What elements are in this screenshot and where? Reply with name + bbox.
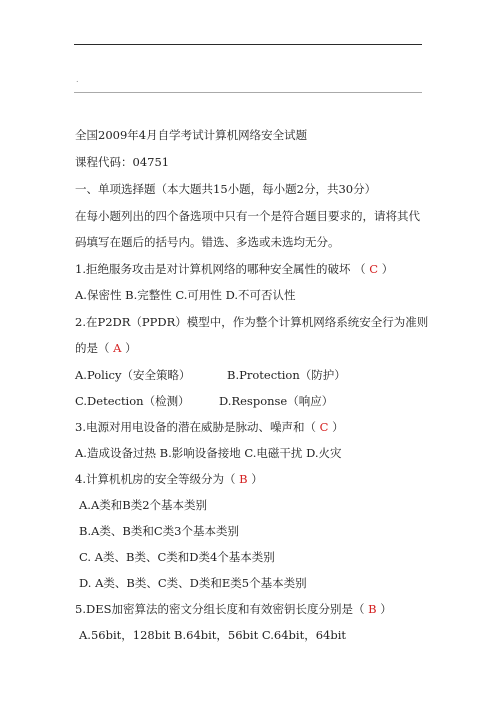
header-rule — [74, 44, 422, 45]
question-5-stem — [75, 602, 392, 616]
question-3-options: A.造成设备过热 B.影响设备接地 C.电磁干扰 D.火灾 — [75, 446, 342, 460]
question-close-paren: ） — [251, 472, 263, 486]
question-stem-text: 4.计算机机房的安全等级分为（ — [75, 472, 236, 486]
question-1-options: A.保密性 B.完整性 C.可用性 D.不可否认性 — [75, 288, 296, 302]
subheader-rule — [74, 92, 422, 93]
answer-mark: A — [113, 341, 122, 355]
section-heading: 一、单项选择题（本大题共15小题，每小题2分，共30分） — [75, 182, 377, 196]
question-4-stem — [75, 472, 263, 486]
question-stem-text: 5.DES加密算法的密文分组长度和有效密钥长度分别是（ — [75, 602, 365, 616]
option-d: D.Response（响应） — [219, 394, 334, 408]
instruction-line: 在每小题列出的四个备选项中只有一个是符合题目要求的，请将其代 — [75, 209, 420, 223]
question-5-options: A.56bit，128bit B.64bit，56bit C.64bit，64bit — [79, 628, 347, 642]
answer-mark: C — [369, 262, 379, 276]
option-b: B.Protection（防护） — [227, 368, 346, 382]
course-code: 课程代码：04751 — [75, 155, 170, 169]
answer-mark: B — [239, 472, 248, 486]
option-c: C. A类、B类、C类和D类4个基本类别 — [79, 550, 275, 564]
question-close-paren: ） — [332, 420, 344, 434]
question-stem-text: 1.拒绝服务攻击是对计算机网络的哪种安全属性的破坏 （ — [75, 262, 366, 276]
exam-title: 全国2009年4月自学考试计算机网络安全试题 — [75, 128, 308, 142]
answer-mark: C — [319, 420, 329, 434]
answer-mark: B — [368, 602, 377, 616]
question-stem-text: 3.电源对用电设备的潜在威胁是脉动、噪声和（ — [75, 420, 316, 434]
instruction-line: 码填写在题后的括号内。错选、多选或未选均无分。 — [75, 235, 340, 249]
option-c: C.Detection（检测） — [75, 394, 190, 408]
question-2-stem-cont — [75, 341, 137, 355]
question-stem-text: 的是（ — [75, 341, 110, 355]
question-2-stem: 2.在P2DR（PPDR）模型中，作为整个计算机网络系统安全行为准则 — [75, 315, 429, 329]
question-close-paren: ） — [125, 341, 137, 355]
header-mark: . — [76, 75, 79, 84]
question-close-paren: ） — [380, 602, 392, 616]
option-b: B.A类、B类和C类3个基本类别 — [79, 524, 239, 538]
question-close-paren: ） — [381, 262, 394, 276]
question-3-stem — [75, 420, 344, 434]
question-1-stem — [75, 262, 393, 276]
option-a: A.Policy（安全策略） — [75, 368, 191, 382]
option-d: D. A类、B类、C类、D类和E类5个基本类别 — [79, 576, 307, 590]
option-a: A.A类和B类2个基本类别 — [79, 498, 208, 512]
